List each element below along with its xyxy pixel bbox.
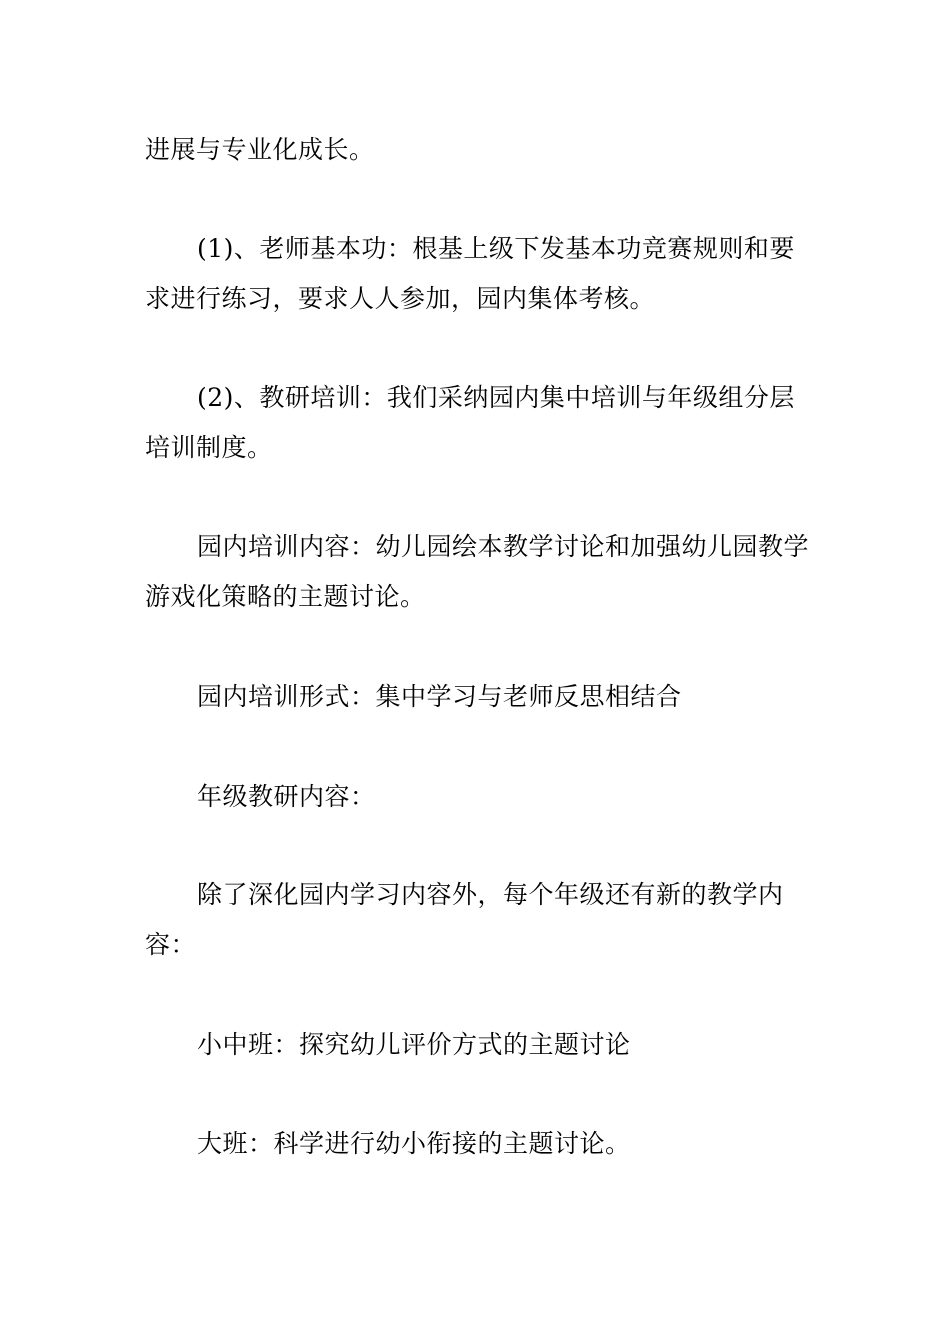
paragraph-training-form: 园内培训形式：集中学习与老师反思相结合 <box>197 682 682 711</box>
paragraph-teaching-research-training: (2)、教研培训：我们采纳园内集中培训与年级组分层培训制度。 <box>145 383 795 462</box>
paragraph-grade-new-content: 除了深化园内学习内容外，每个年级还有新的教学内容： <box>145 880 784 959</box>
paragraph-small-middle-class: 小中班：探究幼儿评价方式的主题讨论 <box>197 1030 631 1059</box>
paragraph-grade-research-heading: 年级教研内容： <box>197 782 376 811</box>
paragraph-big-class: 大班：科学进行幼小衔接的主题讨论。 <box>197 1129 631 1158</box>
paragraph-continuation: 进展与专业化成长。 <box>145 135 375 164</box>
paragraph-teacher-basic-skills: (1)、老师基本功：根基上级下发基本功竞赛规则和要求进行练习，要求人人参加，园内集体考核。 <box>145 234 795 313</box>
paragraph-training-content: 园内培训内容：幼儿园绘本教学讨论和加强幼儿园教学游戏化策略的主题讨论。 <box>145 532 810 611</box>
